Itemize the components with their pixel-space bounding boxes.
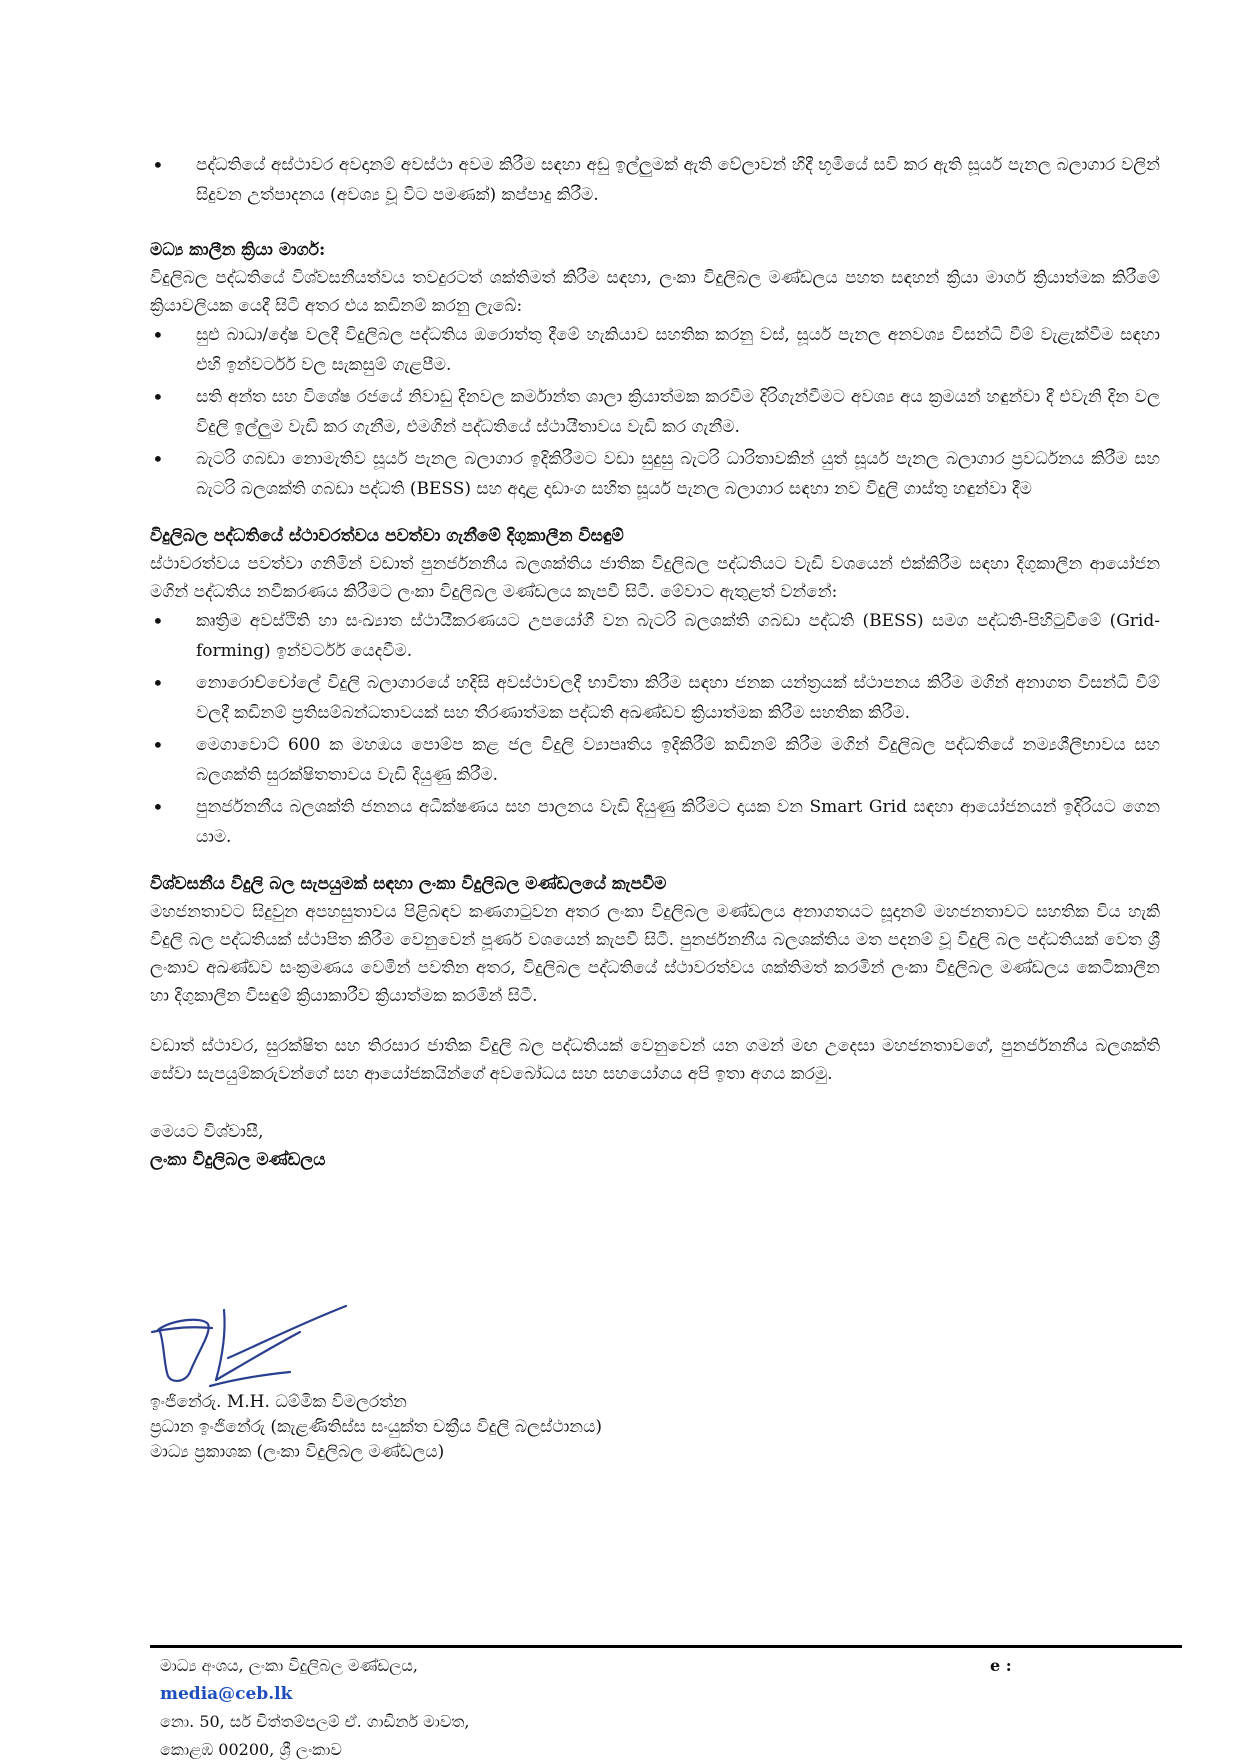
list-item [150,382,1160,442]
bullet-icon: • [152,671,164,695]
commitment-paragraph: මහජනතාවට සිදුවුන අපහසුතාවය පිළිබඳව කණගාටුවන අතර ලංකා විදුලිබල මණ්ඩලය අනාගතයට සූදානම් මහජනතාවට සහතික විය හැකි විදුලි බල පද්ධතියක් ස්ථාපිත කිරීම වෙනුවෙන් පූර්ණ වශයෙන් කැපවී සිටී. පුනර්ජනනීය බලශක්තිය මත පදනම් වූ විදුලි බල පද්ධතියක් වෙත ශ්‍රී ලංකාව අඛණ්ඩව සංක්‍රමණය වෙමින් පවතින අතර, විදුලිබල පද්ධතියේ ස්ථාවරත්වය ශක්තිමත් කරමින් ලංකා විදුලිබල මණ්ඩලය කෙටිකාලීන හා දිගුකාලීන විසඳුම් ක්‍රියාකාරීව ක්‍රියාත්මක කරමින් සිටී. [150,902,1160,1006]
list-item-text: බැටරි ගබඩා නොමැතිව සූර්ය පැනල බලාගාර ඉදිකිරීමට වඩා සුදුසු බැටරි ධාරිතාවකින් යුත් සූර්ය පැනල බලාගාර ප්‍රවර්ධනය කිරීම සහ බැටරි බලශක්ති ගබඩා පද්ධති (BESS) සහ අදාළ දෘඩාංග සහිත සූර්ය පැනල බලාගාර සඳහා නව විදුලි ගාස්තු හඳුන්වා දීම [196,449,1160,499]
list-item-text: පුනර්ජනනීය බලශක්ති ජනනය අධීක්ෂණය සහ පාලනය වැඩි දියුණු කිරීමට දායක වන Smart Grid සඳහා ආයෝජනයන් ඉදිරියට ගෙන යාම. [196,797,1160,847]
list-item [150,444,1160,504]
footer-address-line: නො. 50, සර් චිත්තම්පලම් ඒ. ගාඩිනර් මාවත, [160,1712,470,1731]
bullet-icon: • [152,323,164,347]
appreciation-paragraph: වඩාත් ස්ථාවර, සුරක්ෂිත සහ තිරසාර ජාතික විදුලි බල පද්ධතියක් වෙනුවෙන් යන ගමන් මඟ උදෙසා මහජනතාවගේ, පුනර්ජනනීය බලශක්ති සේවා සැපයුම්කරුවන්ගේ සහ ආයෝජකයින්ගේ අවබෝධය සහ සහයෝගය අපි ඉතා අගය කරමු. [150,1036,1160,1084]
signer-title: ප්‍රධාන ඉංජිනේරු (කැළණිතිස්ස සංයුක්ත චක්‍රීය විදුලි බලස්ථානය) [150,1417,602,1437]
signer-name: ඉංජිනේරු. M.H. ධම්මික විමලරත්න [150,1392,407,1412]
section-heading-long-term: විදුලිබල පද්ධතියේ ස්ථාවරත්වය පවත්වා ගැනීමේ දිගුකාලීන විසඳුම් [150,526,624,546]
footer [160,1652,470,1764]
signature-icon [150,1302,350,1390]
list-item-text: සති අන්ත සහ විශේෂ රජයේ නිවාඩු දිනවල කර්මාන්ත ශාලා ක්‍රියාත්මක කරවීම දිරිගැන්වීමට අවශ්‍ය අය ක්‍රමයන් හඳුන්වා දී එවැනි දින වල විදුලි ඉල්ලුම වැඩි කර ගැනීම, එමගින් පද්ධතියේ ස්ථායීතාවය වැඩි කර ගැනීම. [196,387,1160,437]
section-intro-mid-term: විදුලිබල පද්ධතියේ විශ්වසනීයත්වය තවදුරටත් ශක්තිමත් කිරීම සඳහා, ලංකා විදුලිබල මණ්ඩලය පහත සඳහන් ක්‍රියා මාර්ග ක්‍රියාත්මක කිරීමේ ක්‍රියාවලියක යෙදී සිටි අතර එය කඩිනම් කරනු ලැබේ: [150,268,1160,316]
list-item [150,792,1160,852]
document-body [150,150,1160,1174]
bullet-icon: • [152,153,164,177]
signer-block [150,1390,602,1465]
list-item-text: මෙගාවොට් 600 ක මහඔය පොම්ප කළ ජල විදුලි ව්‍යාපෘතිය ඉදිකිරීම් කඩිනම් කිරීම මගින් විදුලිබල පද්ධතියේ නම්‍යශීලීභාවය සහ බලශක්ති සුරක්ෂිතතාවය වැඩි දියුණු කිරීම. [196,735,1160,785]
list-item [150,320,1160,380]
closing-line: මෙයට විශ්වාසී, [150,1122,264,1142]
bullet-icon: • [152,733,164,757]
list-item [150,606,1160,666]
bullet-list-top [150,150,1160,210]
list-item-text: පද්ධතියේ අස්ථාවර අවදානම් අවස්ථා අවම කිරීම සඳහා අඩු ඉල්ලුමක් ඇති වේලාවන් හිදී භූමියේ සවි කර ඇති සූර්ය පැනල බලාගාර වලින් සිදුවන උත්පාදනය (අවශ්‍ය වූ විට පමණක්) කප්පාදු කිරීම. [196,155,1160,205]
list-item-text: සුළු බාධා/දෝෂ වලදී විදුලිබල පද්ධතිය ඔරොත්තු දීමේ හැකියාව සහතික කරනු වස්, සූර්ය පැනල අනවශ්‍ය විසන්ධි වීම් වැළැක්වීම සඳහා එහි ඉන්වර්ටර් වල සැකසුම් ගැළපීම. [196,325,1160,375]
footer-email-link[interactable]: media@ceb.lk [160,1684,293,1704]
footer-address-city: කොළඹ 00200, ශ්‍රී ලංකාව [160,1740,342,1759]
footer-e-label: e : [990,1656,1012,1675]
bullet-list-mid-term [150,320,1160,504]
list-item-text: නොරොච්චෝලේ විදුලි බලාගාරයේ හදිසි අවස්ථාවලදී භාවිතා කිරීම සඳහා ජනක යන්ත්‍රයක් ස්ථාපනය කිරීම මගින් අනාගත විසන්ධි වීම් වලදී කඩිනම් ප්‍රතිසම්බන්ධතාවයක් සහ තීරණාත්මක පද්ධති අඛණ්ඩව ක්‍රියාත්මක කිරීම සහතික කිරීම. [196,673,1160,723]
list-item-text: කෘත්‍රිම අවස්ථිති හා සංඛ්‍යාත ස්ථායීකරණයට උපයෝගී වන බැටරි බලශක්ති ගබඩා පද්ධති (BESS) සමග පද්ධති-පිහිටුවීමේ (Grid-forming) ඉන්වර්ටර් යෙදවීම. [196,611,1160,661]
list-item [150,668,1160,728]
section-heading-commitment: විශ්වසනීය විදුලි බල සැපයුමක් සඳහා ලංකා විදුලිබල මණ්ඩලයේ කැපවීම [150,874,667,894]
list-item [150,150,1160,210]
bullet-icon: • [152,795,164,819]
signing-organization: ලංකා විදුලිබල මණ්ඩලය [150,1150,326,1170]
footer-department: මාධ්‍ය අංශය, ලංකා විදුලිබල මණ්ඩලය, [160,1656,418,1675]
bullet-icon: • [152,609,164,633]
section-heading-mid-term: මධ්‍ය කාලීන ක්‍රියා මාර්ග: [150,240,326,260]
list-item [150,730,1160,790]
footer-divider [150,1645,1182,1648]
bullet-icon: • [152,447,164,471]
bullet-list-long-term [150,606,1160,852]
sign-off [150,1118,1160,1174]
bullet-icon: • [152,385,164,409]
signer-role: මාධ්‍ය ප්‍රකාශක (ලංකා විදුලිබල මණ්ඩලය) [150,1442,445,1462]
section-intro-long-term: ස්ථාවරත්වය පවත්වා ගනිමින් වඩාත් පුනර්ජනනීය බලශක්තිය ජාතික විදුලිබල පද්ධතියට වැඩි වශයෙන් එක්කිරීම සඳහා දිගුකාලීන ආයෝජන මගින් පද්ධතිය නවීකරණය කිරීමට ලංකා විදුලිබල මණ්ඩලය කැපවී සිටී. මේවාට ඇතුළත් වන්නේ: [150,554,1160,602]
